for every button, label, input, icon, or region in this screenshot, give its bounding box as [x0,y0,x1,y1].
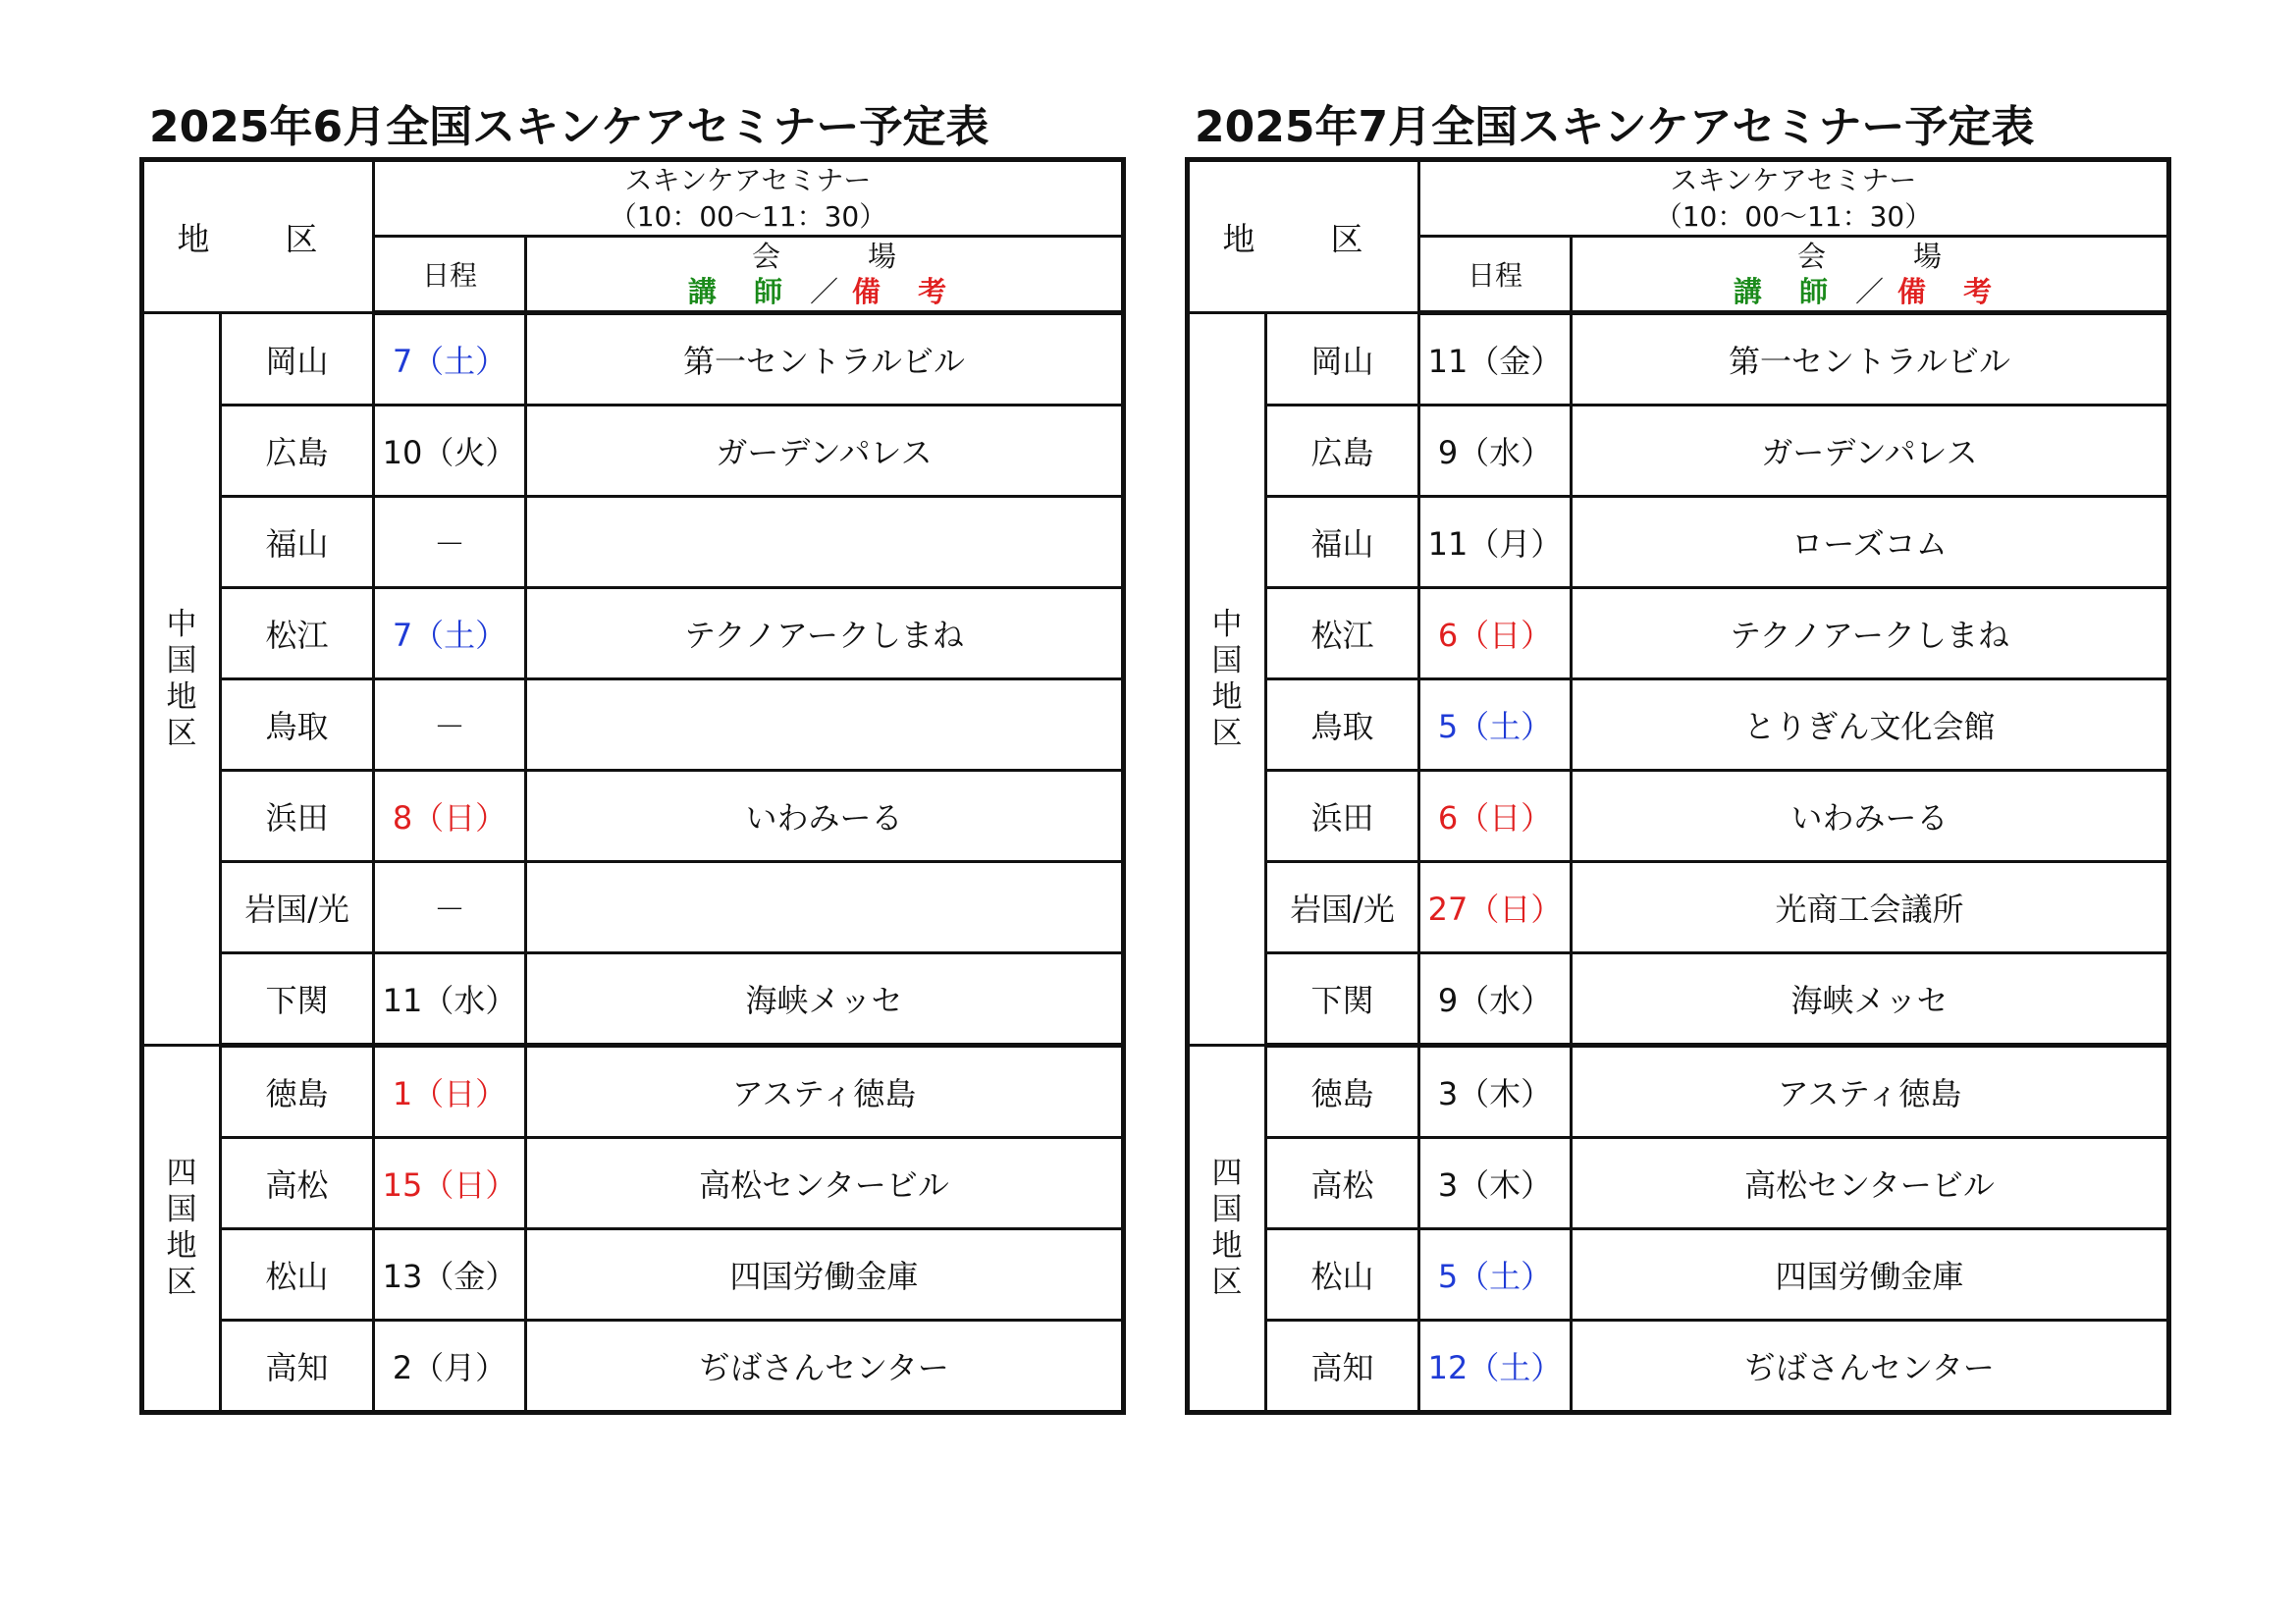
region-label [142,313,221,1046]
date-cell: 11（金） [1419,313,1572,406]
table-row [142,313,1124,406]
venue-header-title: 会 場 [1796,240,1971,273]
region-label-char: 地 [1211,678,1243,715]
date-cell: 7（土） [374,313,526,406]
city-cell: 松江 [1266,588,1419,679]
table-row [142,588,1124,679]
venue-cell [526,862,1124,953]
table-row [1188,953,2169,1046]
city-cell: 徳島 [1266,1046,1419,1138]
date-cell: 13（金） [374,1229,526,1321]
date-cell: 1（日） [374,1046,526,1138]
area-header: 地 区 [1188,160,1419,313]
date-cell: 3（木） [1419,1046,1572,1138]
city-cell: 鳥取 [1266,679,1419,771]
table-row [1188,406,2169,497]
legend-slash: ／ [809,275,838,308]
seminar-header-title: スキンケアセミナー [1670,164,1917,196]
schedule-panel-june [139,98,1121,1415]
table-row [142,679,1124,771]
note-legend: 備 考 [852,275,961,308]
table-row [1188,1046,2169,1138]
venue-cell: アスティ徳島 [526,1046,1124,1138]
date-cell: 5（土） [1419,679,1572,771]
region-label-char: 国 [166,642,197,678]
venue-cell: アスティ徳島 [1572,1046,2169,1138]
region-label-char: 地 [1211,1228,1243,1264]
city-cell: 岡山 [221,313,374,406]
city-cell: 高松 [221,1138,374,1229]
legend-slash: ／ [1854,275,1884,308]
date-cell: 9（水） [1419,406,1572,497]
date-cell: 10（火） [374,406,526,497]
date-header: 日程 [1419,237,1572,313]
venue-cell: 四国労働金庫 [1572,1229,2169,1321]
venue-cell: いわみーる [526,771,1124,862]
venue-cell: ガーデンパレス [526,406,1124,497]
area-header: 地 区 [142,160,374,313]
city-cell: 高知 [1266,1321,1419,1413]
date-cell: 9（水） [1419,953,1572,1046]
region-label-char: 四 [166,1156,197,1191]
venue-cell: いわみーる [1572,771,2169,862]
date-cell: 8（日） [374,771,526,862]
region-label-char: 四 [1211,1156,1243,1191]
date-cell: 5（土） [1419,1229,1572,1321]
table-row [1188,313,2169,406]
city-cell: 鳥取 [221,679,374,771]
seminar-header-time: （10：00～11：30） [609,200,887,233]
venue-cell: テクノアークしまね [1572,588,2169,679]
date-cell: 11（水） [374,953,526,1046]
date-cell: － [374,679,526,771]
region-label [1188,313,1266,1046]
table-row [1188,862,2169,953]
date-header: 日程 [374,237,526,313]
schedule-table [1185,157,2171,1415]
venue-cell [526,679,1124,771]
venue-cell: ガーデンパレス [1572,406,2169,497]
lecturer-legend: 講 師 [687,275,796,308]
city-cell: 福山 [1266,497,1419,588]
region-label-char: 国 [1211,1192,1243,1227]
city-cell: 松山 [221,1229,374,1321]
date-cell: － [374,497,526,588]
city-cell: 松江 [221,588,374,679]
city-cell: 高知 [221,1321,374,1413]
region-label-char: 国 [166,1192,197,1227]
table-row [142,1046,1124,1138]
table-row [1188,497,2169,588]
region-label-char: 中 [1211,606,1243,642]
city-cell: 徳島 [221,1046,374,1138]
table-row [142,953,1124,1046]
city-cell: 浜田 [1266,771,1419,862]
seminar-header [1419,160,2169,237]
region-label [142,1046,221,1413]
date-cell: 15（日） [374,1138,526,1229]
region-label [1188,1046,1266,1413]
city-cell: 松山 [1266,1229,1419,1321]
table-row [1188,771,2169,862]
venue-cell [526,497,1124,588]
venue-header [1572,237,2169,313]
seminar-header-time: （10：00～11：30） [1654,200,1933,233]
schedule-body [142,160,1124,1413]
region-label-char: 中 [166,606,197,642]
table-row [142,862,1124,953]
schedule-panel-july [1185,98,2166,1415]
schedule-body [1188,160,2169,1413]
table-row [142,406,1124,497]
region-label-char: 区 [166,715,197,751]
date-cell: 2（月） [374,1321,526,1413]
region-label-char: 地 [166,678,197,715]
table-row [1188,1138,2169,1229]
venue-cell: ぢばさんセンター [1572,1321,2169,1413]
seminar-header-title: スキンケアセミナー [624,164,872,196]
city-cell: 下関 [1266,953,1419,1046]
region-label-char: 区 [166,1265,197,1300]
region-label-char: 地 [166,1228,197,1264]
table-row [1188,588,2169,679]
city-cell: 広島 [1266,406,1419,497]
region-label-char: 区 [1211,715,1243,751]
venue-cell: 海峡メッセ [1572,953,2169,1046]
city-cell: 岡山 [1266,313,1419,406]
region-label-char: 国 [1211,642,1243,678]
table-row [142,771,1124,862]
table-row [1188,1229,2169,1321]
city-cell: 岩国/光 [1266,862,1419,953]
venue-header [526,237,1124,313]
venue-cell: 第一セントラルビル [526,313,1124,406]
note-legend: 備 考 [1897,275,2006,308]
seminar-header [374,160,1124,237]
city-cell: 広島 [221,406,374,497]
venue-cell: 海峡メッセ [526,953,1124,1046]
lecturer-legend: 講 師 [1733,275,1842,308]
table-row [1188,679,2169,771]
schedule-table [139,157,1126,1415]
venue-cell: ぢばさんセンター [526,1321,1124,1413]
date-cell: 11（月） [1419,497,1572,588]
table-row [142,1229,1124,1321]
city-cell: 浜田 [221,771,374,862]
date-cell: 12（土） [1419,1321,1572,1413]
date-cell: 3（木） [1419,1138,1572,1229]
city-cell: 岩国/光 [221,862,374,953]
city-cell: 福山 [221,497,374,588]
region-label-char: 区 [1211,1265,1243,1300]
date-cell: 7（土） [374,588,526,679]
venue-cell: 四国労働金庫 [526,1229,1124,1321]
date-cell: 6（日） [1419,771,1572,862]
table-row [142,1321,1124,1413]
table-row [142,497,1124,588]
schedule-title: 2025年6月全国スキンケアセミナー予定表 [149,102,989,152]
date-cell: － [374,862,526,953]
city-cell: 高松 [1266,1138,1419,1229]
venue-cell: とりぎん文化会館 [1572,679,2169,771]
city-cell: 下関 [221,953,374,1046]
table-row [1188,1321,2169,1413]
venue-cell: 第一セントラルビル [1572,313,2169,406]
venue-cell: 光商工会議所 [1572,862,2169,953]
venue-cell: 高松センタービル [1572,1138,2169,1229]
schedule-title: 2025年7月全国スキンケアセミナー予定表 [1195,102,2035,152]
venue-header-title: 会 場 [751,240,926,273]
venue-cell: ローズコム [1572,497,2169,588]
table-row [142,1138,1124,1229]
venue-cell: 高松センタービル [526,1138,1124,1229]
venue-cell: テクノアークしまね [526,588,1124,679]
date-cell: 27（日） [1419,862,1572,953]
date-cell: 6（日） [1419,588,1572,679]
